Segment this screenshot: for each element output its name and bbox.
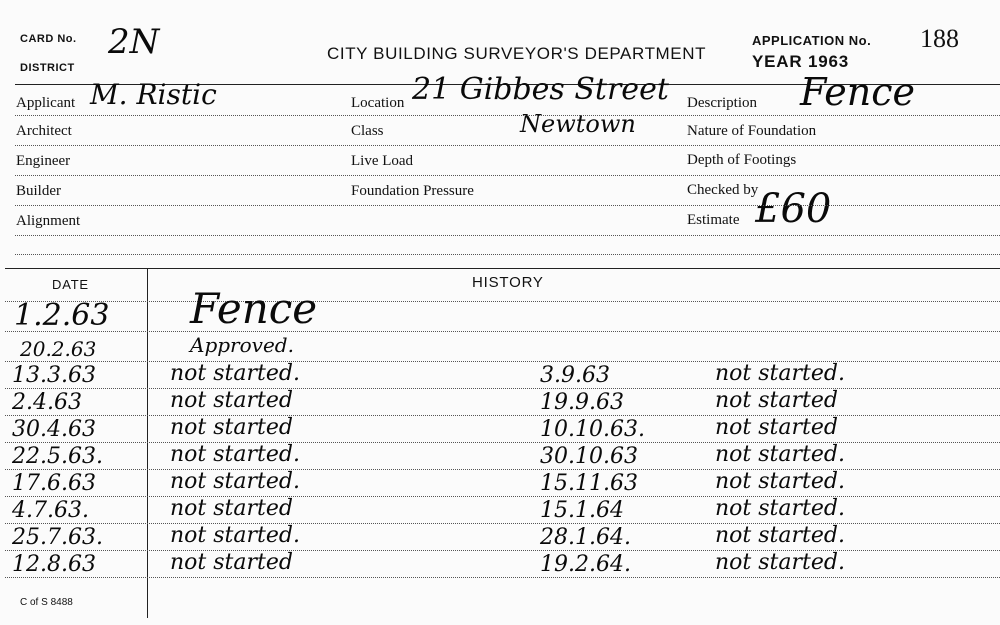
estimate-label: Estimate xyxy=(687,212,740,228)
history-header: HISTORY xyxy=(472,274,544,291)
history-line xyxy=(5,301,1000,302)
foundation-pressure-label: Foundation Pressure xyxy=(351,183,474,199)
history-line xyxy=(5,331,1000,332)
history-row xyxy=(0,550,1000,577)
applicant-label: Applicant xyxy=(16,95,76,111)
history-note: not started xyxy=(170,415,293,440)
year-label: YEAR 1963 xyxy=(752,52,849,71)
date-header: DATE xyxy=(52,277,89,292)
history-row xyxy=(0,388,1000,415)
history-date: 1.2.63 xyxy=(14,298,110,333)
history-note: not started xyxy=(715,415,838,440)
history-row xyxy=(0,361,1000,388)
card-no-value: 2N xyxy=(108,22,160,62)
live-load-label: Live Load xyxy=(351,153,414,169)
class-label: Class xyxy=(351,123,384,139)
history-date: 19.9.63 xyxy=(540,390,624,415)
history-note: not started. xyxy=(715,523,845,548)
history-date: 13.3.63 xyxy=(12,363,96,388)
architect-label: Architect xyxy=(16,123,72,139)
application-no-label: APPLICATION No. xyxy=(752,33,872,48)
description-value: Fence xyxy=(800,70,916,114)
history-note: not started. xyxy=(170,442,300,467)
history-date: 20.2.63 xyxy=(20,337,97,361)
history-note: not started xyxy=(170,550,293,575)
applicant-value: M. Ristic xyxy=(90,78,217,111)
district-label: DISTRICT xyxy=(20,62,75,74)
history-date: 12.8.63 xyxy=(12,552,96,577)
alignment-label: Alignment xyxy=(16,213,81,229)
history-date: 25.7.63. xyxy=(12,525,103,550)
history-note: not started. xyxy=(715,496,845,521)
depth-of-footings-label: Depth of Footings xyxy=(687,152,797,168)
field-line xyxy=(15,205,1000,206)
history-note: not started xyxy=(715,388,838,413)
history-date: 4.7.63. xyxy=(12,498,89,523)
history-row xyxy=(0,415,1000,442)
history-date: 30.4.63 xyxy=(12,417,96,442)
history-date: 30.10.63 xyxy=(540,444,638,469)
history-note: Approved. xyxy=(190,333,294,357)
history-row xyxy=(0,469,1000,496)
history-date: 28.1.64. xyxy=(540,525,631,550)
history-note: not started xyxy=(170,496,293,521)
history-note: Fence xyxy=(190,284,318,333)
field-line xyxy=(15,115,1000,116)
history-date: 2.4.63 xyxy=(12,390,82,415)
field-line xyxy=(15,145,1000,146)
history-note: not started. xyxy=(715,550,845,575)
field-line xyxy=(15,175,1000,176)
history-date: 15.1.64 xyxy=(540,498,624,523)
builder-label: Builder xyxy=(16,183,61,199)
nature-of-foundation-label: Nature of Foundation xyxy=(687,123,817,139)
location-label: Location xyxy=(351,95,405,111)
location-value: 21 Gibbes Street xyxy=(412,72,669,107)
history-note: not started. xyxy=(170,469,300,494)
class-value: Newtown xyxy=(520,110,636,138)
field-line xyxy=(15,254,1000,255)
history-row xyxy=(0,442,1000,469)
department-title: CITY BUILDING SURVEYOR'S DEPARTMENT xyxy=(327,44,707,63)
history-line xyxy=(5,577,1000,578)
application-no-value: 188 xyxy=(920,24,959,53)
description-label: Description xyxy=(687,95,757,111)
form-code: C of S 8488 xyxy=(20,597,73,608)
history-date: 10.10.63. xyxy=(540,417,645,442)
history-note: not started xyxy=(170,388,293,413)
field-line xyxy=(15,235,1000,236)
history-note: not started. xyxy=(170,361,300,386)
history-row xyxy=(0,496,1000,523)
estimate-value: £60 xyxy=(755,186,832,232)
history-date: 15.11.63 xyxy=(540,471,638,496)
checked-by-label: Checked by xyxy=(687,182,759,198)
engineer-label: Engineer xyxy=(16,153,71,169)
history-row xyxy=(0,523,1000,550)
history-date: 3.9.63 xyxy=(540,363,610,388)
history-date: 17.6.63 xyxy=(12,471,96,496)
history-divider xyxy=(5,268,1000,269)
history-note: not started. xyxy=(170,523,300,548)
history-note: not started. xyxy=(715,469,845,494)
history-date: 19.2.64. xyxy=(540,552,631,577)
history-note: not started. xyxy=(715,442,845,467)
history-date: 22.5.63. xyxy=(12,444,103,469)
card-no-label: CARD No. xyxy=(20,33,77,45)
history-note: not started. xyxy=(715,361,845,386)
